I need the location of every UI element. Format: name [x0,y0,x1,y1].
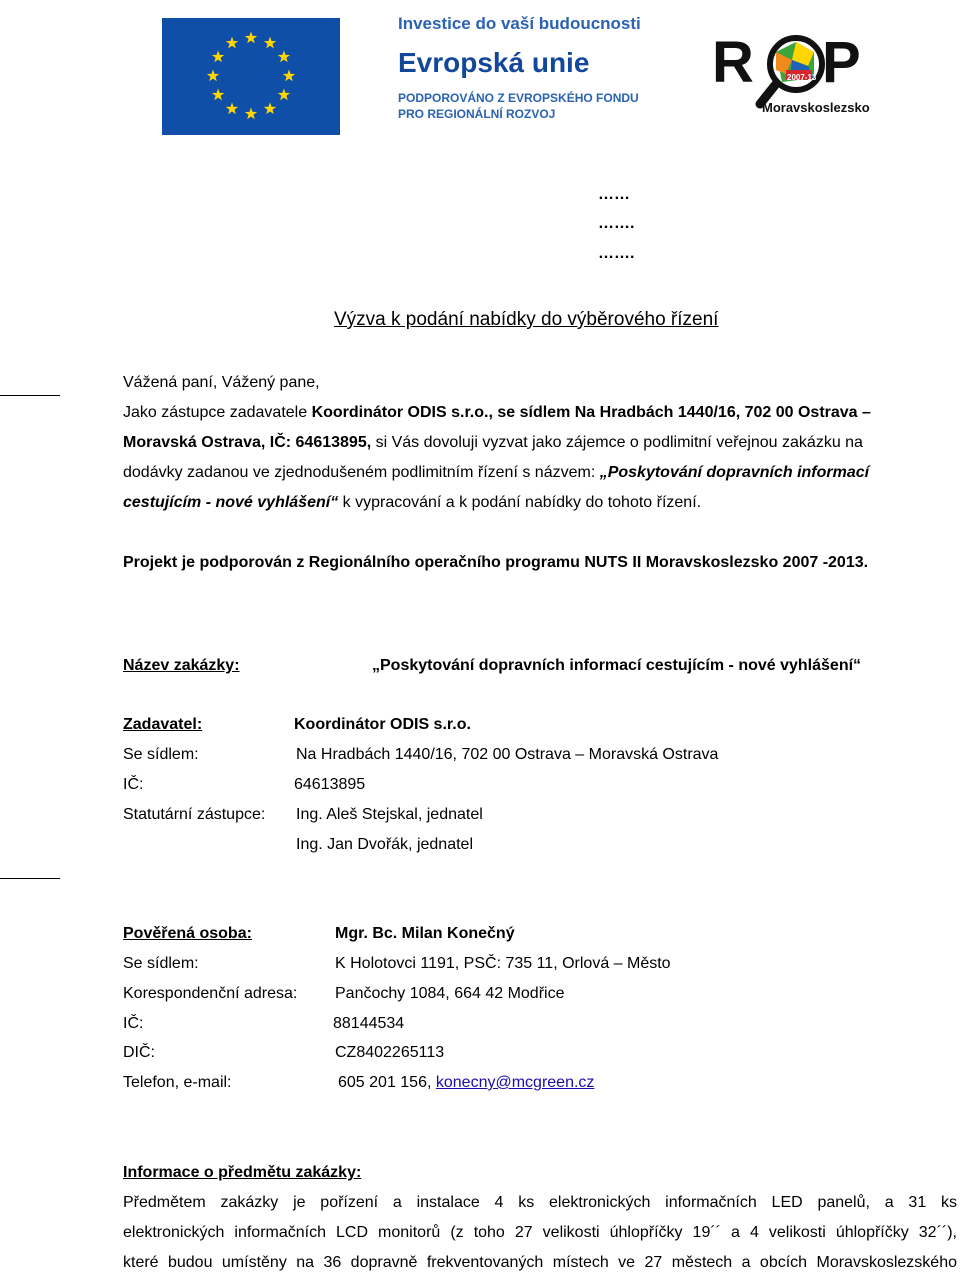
authority-seat: Na Hradbách 1440/16, 702 00 Ostrava – Moravská Ostrava [296,746,719,763]
eu-fund-text: PODPOROVÁNO Z EVROPSKÉHO FONDU PRO REGIONÁLNÍ ROZVOJ [398,91,639,121]
rop-logo [710,22,880,122]
eu-star-icon [264,37,276,49]
authority-label: Zadavatel: [123,716,203,733]
contract-name: „Poskytování dopravních informací cestujícím - nové vyhlášení“ [372,657,862,674]
eu-star-icon [245,108,257,120]
sender-line-1: …… [598,186,630,203]
salutation: Vážená paní, Vážený pane, [123,374,320,391]
contract-label: Název zakázky: [123,657,240,674]
intro-line-2: Moravská Ostrava, IČ: 64613895, si Vás dovoluji vyzvat jako zájemce o podlimitní veřejnou zakázku na [123,434,863,451]
margin-rule [0,878,60,879]
intro-line-4: cestujícím - nové vyhlášení“ k vypracování a k podání nabídky do tohoto řízení. [123,494,702,511]
authority-ic: 64613895 [294,776,366,793]
authorized-name: Mgr. Bc. Milan Konečný [335,925,515,942]
eu-slogan: Investice do vaší budoucnosti [398,14,641,33]
authority-name: Koordinátor ODIS s.r.o. [294,716,471,733]
margin-rule [0,395,60,396]
rop-region: Moravskoslezsko [762,100,870,115]
rop-years: 2007-13 [787,73,817,82]
authority-rep-2: Ing. Jan Dvořák, jednatel [296,836,473,853]
email-link[interactable]: konecny@mcgreen.cz [435,1074,595,1091]
svg-text:P: P [822,30,861,95]
subject-line-1: Předmětem zakázky je pořízení a instalace 4 ks elektronických informačních LED panelů, a 31 ks [123,1194,957,1211]
eu-star-icon [278,51,290,63]
authority-ic-label: IČ: [123,776,144,793]
authority-rep-label: Statutární zástupce: [123,806,266,823]
authorized-phone-label: Telefon, e-mail: [123,1074,232,1091]
authorized-ic: 88144534 [333,1015,405,1032]
svg-text:R: R [712,30,754,95]
authorized-seat: K Holotovci 1191, PSČ: 735 11, Orlová – Město [335,955,671,972]
eu-flag-logo [162,18,340,135]
subject-line-2: elektronických informačních LCD monitorů (z toho 27 velikosti úhlopříčky 19´´ a 4 velikosti úhlopříčky 32´´), [123,1224,957,1241]
sender-line-2: ……. [598,215,635,232]
eu-star-icon [226,37,238,49]
subject-label: Informace o předmětu zakázky: [123,1164,362,1181]
eu-star-icon [207,70,219,82]
eu-star-icon [212,89,224,101]
authorized-dic: CZ8402265113 [335,1044,445,1061]
eu-star-icon [226,102,238,114]
authorized-ic-label: IČ: [123,1015,144,1032]
authorized-addr: Pančochy 1084, 664 42 Modřice [335,985,565,1002]
project-note: Projekt je podporován z Regionálního operačního programu NUTS II Moravskoslezsko 2007 -2013. [123,554,869,571]
sender-line-3: ……. [598,245,635,262]
authority-seat-label: Se sídlem: [123,746,199,763]
authorized-label: Pověřená osoba: [123,925,252,942]
authorized-contact: 605 201 156, konecny@mcgreen.cz [338,1074,595,1091]
eu-star-icon [264,102,276,114]
eu-stars-icon [162,18,340,135]
eu-star-icon [245,32,257,44]
intro-line-3: dodávky zadanou ve zjednodušeném podlimitním řízení s názvem: „Poskytování dopravních informací [123,464,870,481]
eu-star-icon [278,89,290,101]
subject-line-3: které budou umístěny na 36 dopravně frekventovaných místech ve 27 městech a obcích Moravskoslezského [123,1254,957,1271]
eu-star-icon [212,51,224,63]
eu-name: Evropská unie [398,47,590,78]
authority-rep-1: Ing. Aleš Stejskal, jednatel [296,806,483,823]
authorized-seat-label: Se sídlem: [123,955,199,972]
authorized-addr-label: Korespondenční adresa: [123,985,298,1002]
document-title: Výzva k podání nabídky do výběrového řízení [334,309,719,330]
intro-line-1: Jako zástupce zadavatele Koordinátor ODIS s.r.o., se sídlem Na Hradbách 1440/16, 702 00 Ostrava – [123,404,871,421]
eu-star-icon [283,70,295,82]
authorized-dic-label: DIČ: [123,1044,155,1061]
rop-magnifier-icon [710,22,880,122]
